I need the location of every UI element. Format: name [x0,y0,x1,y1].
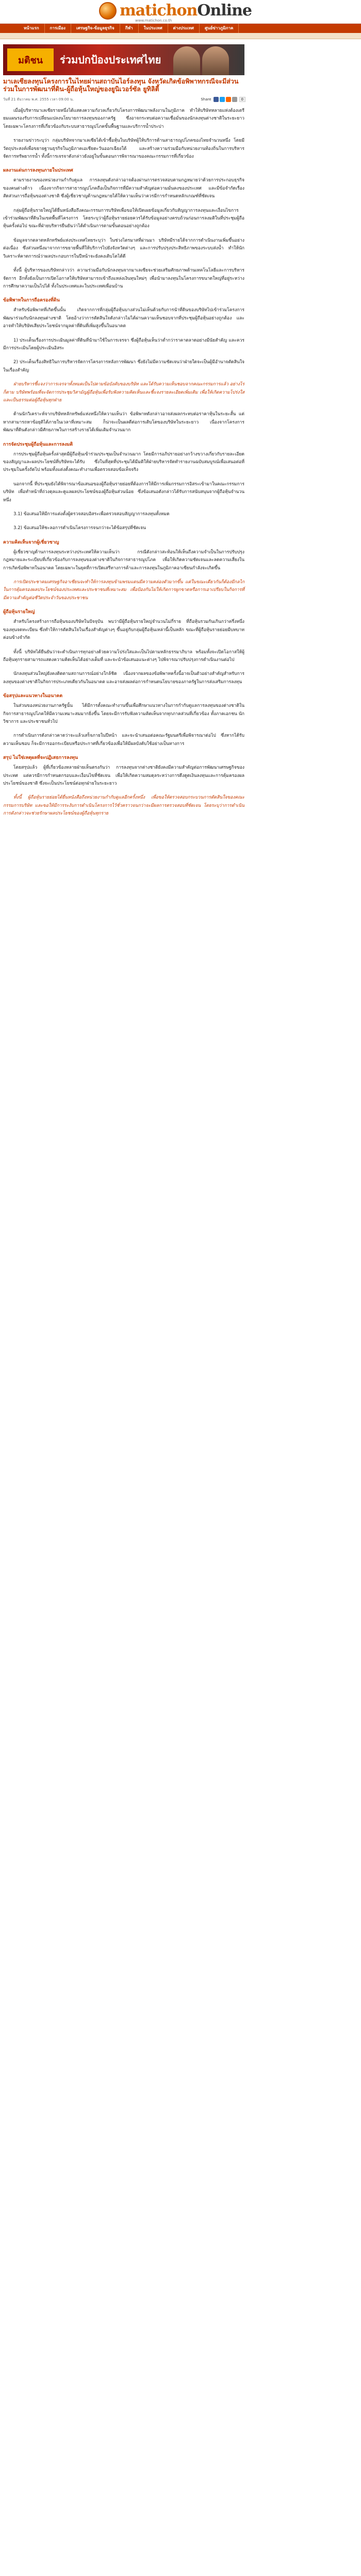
article-paragraph: ข้อมูลจากตลาดหลักทรัพย์แห่งประเทศไทยระบุว่า ในช่วงไตรมาสที่ผ่านมา บริษัทมีรายได้จากการดำเนินงานเพิ่มขึ้นอย่างต่อเนื่อง ซึ่งส่วนหนึ่งมาจากการขยายพื้นที่ให้บริการไปยังจังหวัดต่างๆ และการปรับปรุงประสิทธิภาพของระบบส่งน้ำ ทำให้นักวิเคราะห์คาดการณ์ว่าผลประกอบการในปีหน้าจะยังคงเติบโตได้ดี [3,238,244,259]
nav-item-politics[interactable]: การเมือง [45,24,71,33]
article-paragraph: ทั้งนี้ บริษัทได้ยืนยันว่าจะดำเนินการทุกอย่างด้วยความโปร่งใสและเป็นไปตามหลักธรรมาภิบาล พร้อมทั้งจะเปิดโอกาสให้ผู้ถือหุ้นทุกรายสามารถแสดงความคิดเห็นได้อย่างเต็มที่ และจะนำข้อเสนอแนะต่างๆ ไปพิจารณาปรับปรุงการดำเนินงานต่อไป [3,649,244,663]
article-body [3,107,244,824]
article-paragraph: การดำเนินการดังกล่าวคาดว่าจะแล้วเสร็จภายในปีหน้า และจะนำเสนอต่อคณะรัฐมนตรีเพื่อพิจารณาต่อไป ซึ่งหากได้รับความเห็นชอบ ก็จะมีการออกระเบียบหรือประกาศที่เกี่ยวข้องเพื่อให้มีผลบังคับใช้อย่างเป็นทางการ [3,733,244,747]
main-nav [0,24,361,33]
article-headline: มาเลเซียลงทุนโครงการในไทยผ่านสถาบันไอร์ลงทุน จังหวัดเกิดข้อพิพาทกรณีจะมีส่วนร่วมในการพัฒนาที่ดิน-ผู้ถือหุ้นใหญ่ของยูนิเวอร์ซัล ยูทิลิตี้ [3,77,239,93]
article-paragraph: 2) ประเด็นเรื่องสิทธิในการบริหารจัดการโครงการหลังการพัฒนา ซึ่งยังไม่มีความชัดเจนว่าฝ่ายใดจะเป็นผู้มีอำนาจตัดสินใจในเรื่องสำคัญ [3,360,244,373]
article-paragraph: 3.1) ข้อเสนอให้มีการแต่งตั้งผู้ตรวจสอบอิสระเพื่อตรวจสอบสัญญาการลงทุนทั้งหมด [13,512,170,517]
section-heading: ผลงานเด่นการลงทุนภายในประเทศ [3,168,73,174]
globe-icon [99,2,117,20]
article-paragraph: โดยสรุปแล้ว ผู้ที่เกี่ยวข้องหลายฝ่ายเห็นตรงกันว่า การลงทุนจากต่างชาติยังคงมีความสำคัญต่อการพัฒนาเศรษฐกิจของประเทศ แต่ควรมีการกำหนดกรอบและเงื่อนไขที่ชัดเจน เพื่อให้เกิดความสมดุลระหว่างการดึงดูดเงินลงทุนและการคุ้มครองผลประโยชน์ของชาติ ซึ่งจะเป็นประโยชน์ต่อทุกฝ่ายในระยะยาว [3,765,244,786]
article-paragraph: การประชุมผู้ถือหุ้นครั้งล่าสุดมีผู้ถือหุ้นเข้าร่วมประชุมเป็นจำนวนมาก โดยมีการอภิปรายอย่างกว้างขวางเกี่ยวกับรายละเอียดของสัญญาและผลประโยชน์ที่บริษัทจะได้รับ ซึ่งในที่สุดที่ประชุมได้มีมติให้ฝ่ายบริหารจัดทำรายงานฉบับสมบูรณ์เพื่อเสนอต่อที่ประชุมในครั้งถัดไป พร้อมทั้งแต่งตั้งคณะทำงานเพื่อตรวจสอบข้อเท็จจริง [3,451,244,473]
article-paragraph: ด้านนักวิเคราะห์จากบริษัทหลักทรัพย์แห่งหนึ่งให้ความเห็นว่า ข้อพิพาทดังกล่าวอาจส่งผลกระทบต่อราคาหุ้นในระยะสั้น แต่หากสามารถหาข้อยุติได้ภายในเวลาที่เหมาะสม ก็น่าจะเป็นผลดีต่อการเติบโตของบริษัทในระยะยาว เนื่องจากโครงการพัฒนาที่ดินดังกล่าวมีศักยภาพในการสร้างรายได้เพิ่มเติมจำนวนมาก [3,412,244,433]
nav-item-home[interactable]: หน้าแรก [19,24,45,33]
nav-item-economy[interactable]: เศรษฐกิจ-ข้อมูลธุรกิจ [71,24,120,33]
article-paragraph: 3.2) ข้อเสนอให้ชะลอการดำเนินโครงการจนกว่าจะได้ข้อสรุปที่ชัดเจน [13,526,146,531]
logo-wordmark: matichonOnline [120,2,252,20]
article-paragraph: นักลงทุนส่วนใหญ่ยังคงติดตามสถานการณ์อย่างใกล้ชิด เนื่องจากผลของข้อพิพาทครั้งนี้อาจเป็นตัวอย่างสำคัญสำหรับการลงทุนของต่างชาติในกิจการประเภทเดียวกันในอนาคต และอาจส่งผลต่อการกำหนดนโยบายของภาครัฐในการส่งเสริมการลงทุน [3,671,244,685]
article-paragraph: นอกจากนี้ ที่ประชุมยังได้พิจารณาข้อเสนอของผู้ถือหุ้นรายย่อยที่ต้องการให้มีการเพิ่มกรรมการอิสระเข้ามาในคณะกรรมการบริษัท เพื่อทำหน้าที่ถ่วงดุลและดูแลผลประโยชน์ของผู้ถือหุ้นส่วนน้อย ซึ่งข้อเสนอดังกล่าวได้รับการสนับสนุนจากผู้ถือหุ้นจำนวนหนึ่ง [3,481,244,503]
nav-item-regional[interactable]: ศูนย์ข่าวภูมิภาค [200,24,239,33]
article-paragraph: ผู้เชี่ยวชาญด้านการลงทุนระหว่างประเทศให้ความเห็นว่า กรณีดังกล่าวสะท้อนให้เห็นถึงความจำเป็นในการปรับปรุงกฎหมายและระเบียบที่เกี่ยวข้องกับการลงทุนของต่างชาติในกิจการสาธารณูปโภค เพื่อให้เกิดความชัดเจนและลดความเสี่ยงในการเกิดข้อพิพาทในอนาคต โดยเฉพาะในยุคที่การเปิดเสรีทางการค้าและการลงทุนในภูมิภาคอาเซียนกำลังจะเกิดขึ้น [3,549,244,571]
nav-item-local[interactable]: ในประเทศ [139,24,168,33]
banner-slogan: ร่วมปกป้องประเทศไทย [60,54,161,66]
section-heading: สรุป ไม่ใช่เหตุผลที่จะปฏิเสธการลงทุน [3,755,78,761]
site-url: www.matichon.co.th [135,19,172,23]
nav-item-sports[interactable]: กีฬา [120,24,139,33]
section-heading: ผู้ถือหุ้นรายใหญ่ [3,609,35,615]
section-heading: ข้อสรุปและแนวทางในอนาคต [3,693,63,699]
email-icon[interactable] [232,97,237,102]
share-count: 0 [239,97,245,102]
article-paragraph: ในส่วนของหน่วยงานภาครัฐนั้น ได้มีการตั้งคณะทำงานขึ้นเพื่อศึกษาแนวทางในการกำกับดูแลการลงทุนของต่างชาติในกิจการสาธารณูปโภคให้มีความเหมาะสมมากยิ่งขึ้น โดยจะมีการรับฟังความคิดเห็นจากทุกภาคส่วนที่เกี่ยวข้อง ทั้งภาคเอกชน นักวิชาการ และประชาชนทั่วไป [3,703,244,724]
share-label: Share [201,97,211,101]
site-logo[interactable] [99,2,252,20]
article-paragraph: ฝ่ายบริหารชี้แจงว่าการเจรจาทั้งหมดเป็นไปตามข้อบังคับของบริษัท และได้รับความเห็นชอบจากคณะกรรมการแล้ว อย่างไรก็ตาม บริษัทพร้อมที่จะจัดการประชุมวิสามัญผู้ถือหุ้นเพื่อรับฟังความคิดเห็นและชี้แจงรายละเอียดเพิ่มเติม เพื่อให้เกิดความโปร่งใสและเป็นธรรมต่อผู้ถือหุ้นทุกฝ่าย [3,382,244,403]
article-paragraph: ทั้งนี้ ผู้ถือหุ้นรายย่อยได้ยื่นหนังสือถึงหน่วยงานกำกับดูแลอีกครั้งหนึ่ง เพื่อขอให้ตรวจสอบกระบวนการตัดสินใจของคณะกรรมการบริษัท และขอให้มีการระงับการดำเนินโครงการไว้ชั่วคราวจนกว่าจะมีผลการตรวจสอบที่ชัดเจน โดยระบุว่าการดำเนินการดังกล่าวจะช่วยรักษาผลประโยชน์ของผู้ถือหุ้นทุกราย [3,795,244,817]
article-paragraph: สำหรับข้อพิพาทที่เกิดขึ้นนั้น เกิดจากการที่กลุ่มผู้ถือหุ้นบางส่วนไม่เห็นด้วยกับการนำที่ดินของบริษัทไปเข้าร่วมโครงการพัฒนาร่วมกับนักลงทุนต่างชาติ โดยอ้างว่าการตัดสินใจดังกล่าวไม่ได้ผ่านความเห็นชอบจากที่ประชุมผู้ถือหุ้นอย่างถูกต้อง และอาจทำให้บริษัทเสียประโยชน์จากมูลค่าที่ดินที่เพิ่มสูงขึ้นในอนาคต [3,308,244,329]
article-paragraph: เมื่อผู้บริหารมาเลเซียรายหนึ่งได้แสดงความกังวลเกี่ยวกับโครงการพัฒนาพลังงานในภูมิภาค ทำให้บริษัทหลายแห่งต้องเตรียมแผนรองรับการเปลี่ยนแปลงนโยบายการลงทุนของภาครัฐ ซึ่งอาจกระทบต่อความเชื่อมั่นของนักลงทุนต่างชาติในระยะยาว โดยเฉพาะโครงการที่เกี่ยวข้องกับระบบสาธารณูปโภคขั้นพื้นฐานและบริการน้ำประปา [3,108,244,129]
article-paragraph: ทั้งนี้ ผู้บริหารของบริษัทกล่าวว่า ความร่วมมือกับนักลงทุนจากมาเลเซียจะช่วยเสริมศักยภาพด้านเทคโนโลยีและการบริหารจัดการ อีกทั้งยังเป็นการเปิดโอกาสให้บริษัทสามารถเข้าถึงแหล่งเงินทุนใหม่ๆ เพื่อนำมาลงทุนในโครงการขนาดใหญ่ที่อยู่ระหว่างการศึกษาความเป็นไปได้ ทั้งในประเทศและในประเทศเพื่อนบ้าน [3,268,244,289]
site-header [0,0,361,24]
article-paragraph: 1) ประเด็นเรื่องการประเมินมูลค่าที่ดินที่นำมาใช้ในการเจรจา ซึ่งผู้ถือหุ้นเห็นว่าต่ำกว่าราคาตลาดอย่างมีนัยสำคัญ และควรมีการประเมินโดยผู้ประเมินอิสระ [3,337,244,351]
facebook-icon[interactable] [214,97,219,102]
banner-portrait [202,46,229,75]
banner-portrait [173,46,200,75]
article-paragraph: สำหรับโครงสร้างการถือหุ้นของบริษัทในปัจจุบัน พบว่ามีผู้ถือหุ้นรายใหญ่จำนวนไม่กี่ราย ที่ถือหุ้นรวมกันเกินกว่าครึ่งหนึ่งของทุนจดทะเบียน ซึ่งทำให้การตัดสินใจในเรื่องสำคัญต่างๆ ขึ้นอยู่กับกลุ่มผู้ถือหุ้นเหล่านี้เป็นหลัก ขณะที่ผู้ถือหุ้นรายย่อยมีบทบาทค่อนข้างจำกัด [3,619,244,641]
article-paragraph: ตามรายงานของหน่วยงานกำกับดูแล การลงทุนดังกล่าวอาจต้องผ่านการตรวจสอบตามกฎหมายว่าด้วยการประกอบธุรกิจของคนต่างด้าว เนื่องจากกิจการสาธารณูปโภคถือเป็นกิจการที่มีความสำคัญต่อความมั่นคงของประเทศ และมีข้อจำกัดเรื่องสัดส่วนการถือหุ้นของต่างชาติ ซึ่งผู้เชี่ยวชาญด้านกฎหมายได้ให้ความเห็นว่าควรมีการกำหนดหลักเกณฑ์ที่ชัดเจน [3,178,244,199]
article-date: วันที่ 21 ธันวาคม พ.ศ. 2555 เวลา 09:00 น. [3,97,74,101]
section-heading: ข้อพิพาทในการถือครองที่ดิน [3,298,60,303]
section-heading: การจัดประชุมผู้ถือหุ้นและการลงมติ [3,442,73,447]
section-heading: ความคิดเห็นจากผู้เชี่ยวชาญ [3,539,59,545]
twitter-icon[interactable] [220,97,225,102]
campaign-banner[interactable] [3,44,244,75]
share-icons [214,97,237,102]
share-bar [201,97,245,102]
bookmark-icon[interactable] [226,97,231,102]
banner-logo: มติชน [7,48,54,71]
article-paragraph: รายงานข่าวระบุว่า กลุ่มบริษัทจากมาเลเซียได้เข้าซื้อหุ้นในบริษัทผู้ให้บริการด้านสาธารณูปโภคของไทยจำนวนหนึ่ง โดยมีวัตถุประสงค์เพื่อขยายฐานธุรกิจในภูมิภาคเอเชียตะวันออกเฉียงใต้ และสร้างความร่วมมือกับหน่วยงานท้องถิ่นในการบริหารจัดการทรัพยากรน้ำ ทั้งนี้การเจรจาดังกล่าวยังอยู่ในขั้นตอนการพิจารณาของคณะกรรมการที่เกี่ยวข้อง [3,138,244,160]
nav-item-foreign[interactable]: ต่างประเทศ [168,24,200,33]
article-paragraph: การเปิดประชาคมเศรษฐกิจอาเซียนจะทำให้การลงทุนข้ามพรมแดนมีความคล่องตัวมากขึ้น แต่ในขณะเดียวกันก็ต้องมีกลไกในการคุ้มครองผลประโยชน์ของประเทศและประชาชนที่เหมาะสม เพื่อป้องกันไม่ให้เกิดการผูกขาดหรือการเอาเปรียบในกิจการที่มีความสำคัญต่อชีวิตประจำวันของประชาชน [3,580,244,601]
sub-nav [0,33,361,39]
article-meta [3,96,245,103]
article-paragraph: กลุ่มผู้ถือหุ้นรายใหญ่ได้ยื่นหนังสือถึงคณะกรรมการบริษัทเพื่อขอให้เปิดเผยข้อมูลเกี่ยวกับสัญญาการลงทุนและเงื่อนไขการเข้าร่วมพัฒนาที่ดินในเขตพื้นที่โครงการ โดยระบุว่าผู้ถือหุ้นรายย่อยควรได้รับข้อมูลอย่างครบถ้วนก่อนการลงมติในที่ประชุมผู้ถือหุ้นครั้งต่อไป ขณะที่ฝ่ายบริหารยืนยันว่าได้ดำเนินการตามขั้นตอนอย่างถูกต้อง [3,208,244,229]
